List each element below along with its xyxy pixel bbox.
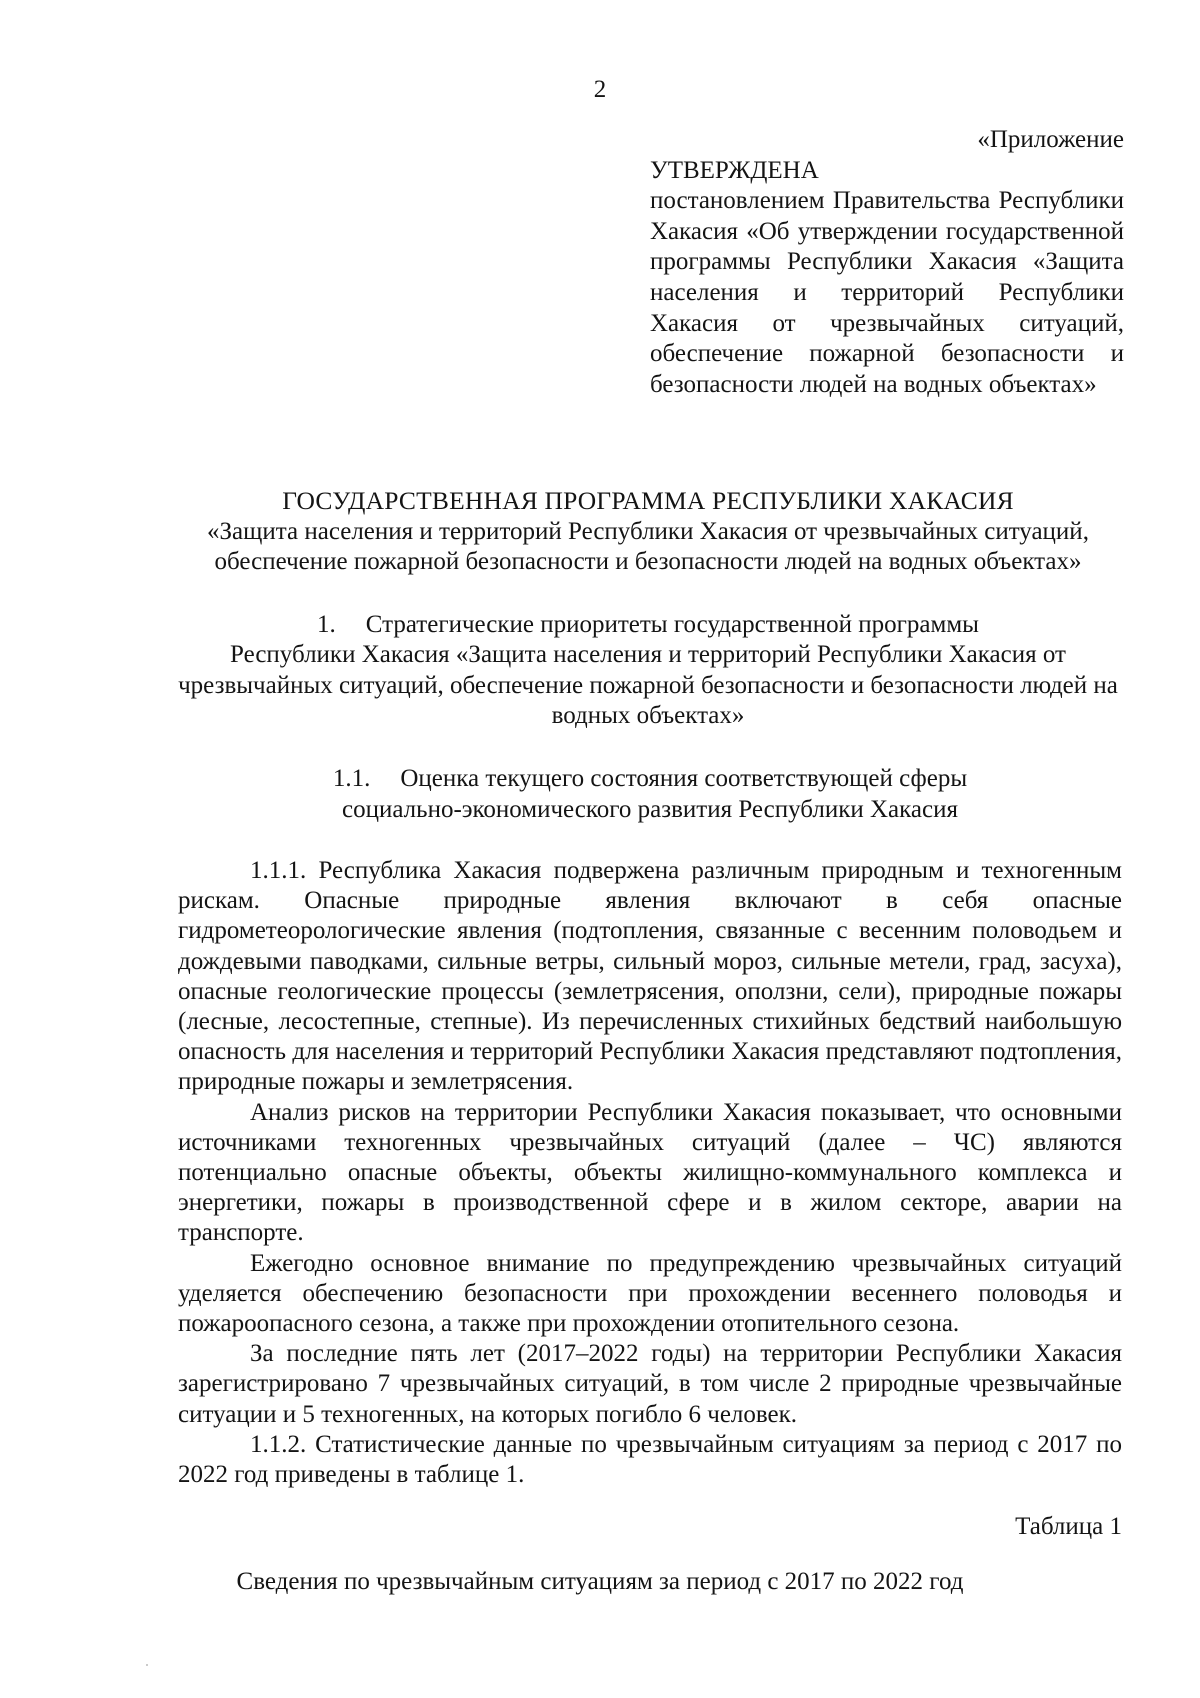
table-label: Таблица 1 [1015,1513,1122,1540]
approval-block [650,125,1124,400]
table-caption: Сведения по чрезвычайным ситуациям за период с 2017 по 2022 год [236,1568,964,1595]
appendix-label: «Приложение [977,126,1124,153]
paragraph: За последние пять лет (2017–2022 годы) на территории Республики Хакасия зарегистрировано 7 чрезвычайных ситуаций, в том числе 2 природные чрезвычайные ситуации и 5 техногенных, на которых погибло 6 человек. [178,1340,1122,1428]
paragraph: Ежегодно основное внимание по предупреждению чрезвычайных ситуаций уделяется обеспечению безопасности при прохождении весеннего половодья и пожароопасного сезона, а также при прохождении отопительного сезона. [178,1249,1122,1338]
section-1-heading [170,610,1126,731]
section-1-number: 1. [317,611,336,638]
section-1-1-number: 1.1. [332,765,371,792]
program-title-block [150,486,1146,578]
section-1-title-line1: Стратегические приоритеты государственной программы [365,611,979,638]
approval-text: постановлением Правительства Республики Хакасия «Об утверждении государственной программы Республики Хакасия «Защита населения и территорий Республики Хакасия от чрезвычайных ситуаций, обеспечение пожарной безопасности и безопасности людей на водных объектах» [650,187,1124,398]
section-1-1-title-line1: Оценка текущего состояния соответствующей сферы [400,765,968,792]
paragraph: 1.1.1. Республика Хакасия подвержена различным природным и техногенным рискам. Опасные природные явления включают в себя опасные гидрометеорологические явления (подтопления, связанные с весенним половодьем и дождевыми паводками, сильные ветры, сильный мороз, сильные метели, град, засуха), опасные геологические процессы (землетрясения, оползни, сели), природные пожары (лесные, лесостепные, степные). Из перечисленных стихийных бедствий наибольшую опасность для населения и территорий Республики Хакасия представляют подтопления, природные пожары и землетрясения. [178,857,1122,1096]
paragraph: Анализ рисков на территории Республики Хакасия показывает, что основными источниками техногенных чрезвычайных ситуаций (далее – ЧС) являются потенциально опасные объекты, объекты жилищно-коммунального комплекса и энергетики, пожары в производственной сфере и в жилом секторе, аварии на транспорте. [178,1098,1122,1247]
program-title: ГОСУДАРСТВЕННАЯ ПРОГРАММА РЕСПУБЛИКИ ХАКАСИЯ [282,486,1014,515]
section-1-1-title-line2: социально-экономического развития Республики Хакасия [342,795,958,823]
program-subtitle: «Защита населения и территорий Республики Хакасия от чрезвычайных ситуаций, обеспечение пожарной безопасности и безопасности людей на водных объектах» [207,517,1089,575]
paragraph: 1.1.2. Статистические данные по чрезвычайным ситуациям за период с 2017 по 2022 год приведены в таблице 1. [178,1430,1122,1489]
section-1-1-heading [230,764,1070,825]
approved-label: УТВЕРЖДЕНА [650,156,819,184]
section-1-title-rest: Республики Хакасия «Защита населения и территорий Республики Хакасия от чрезвычайных ситуаций, обеспечение пожарной безопасности и безопасности людей на водных объектах» [178,641,1118,729]
scan-artifact [146,1664,148,1666]
page-number: 2 [593,76,607,103]
body-text [178,856,1122,1490]
